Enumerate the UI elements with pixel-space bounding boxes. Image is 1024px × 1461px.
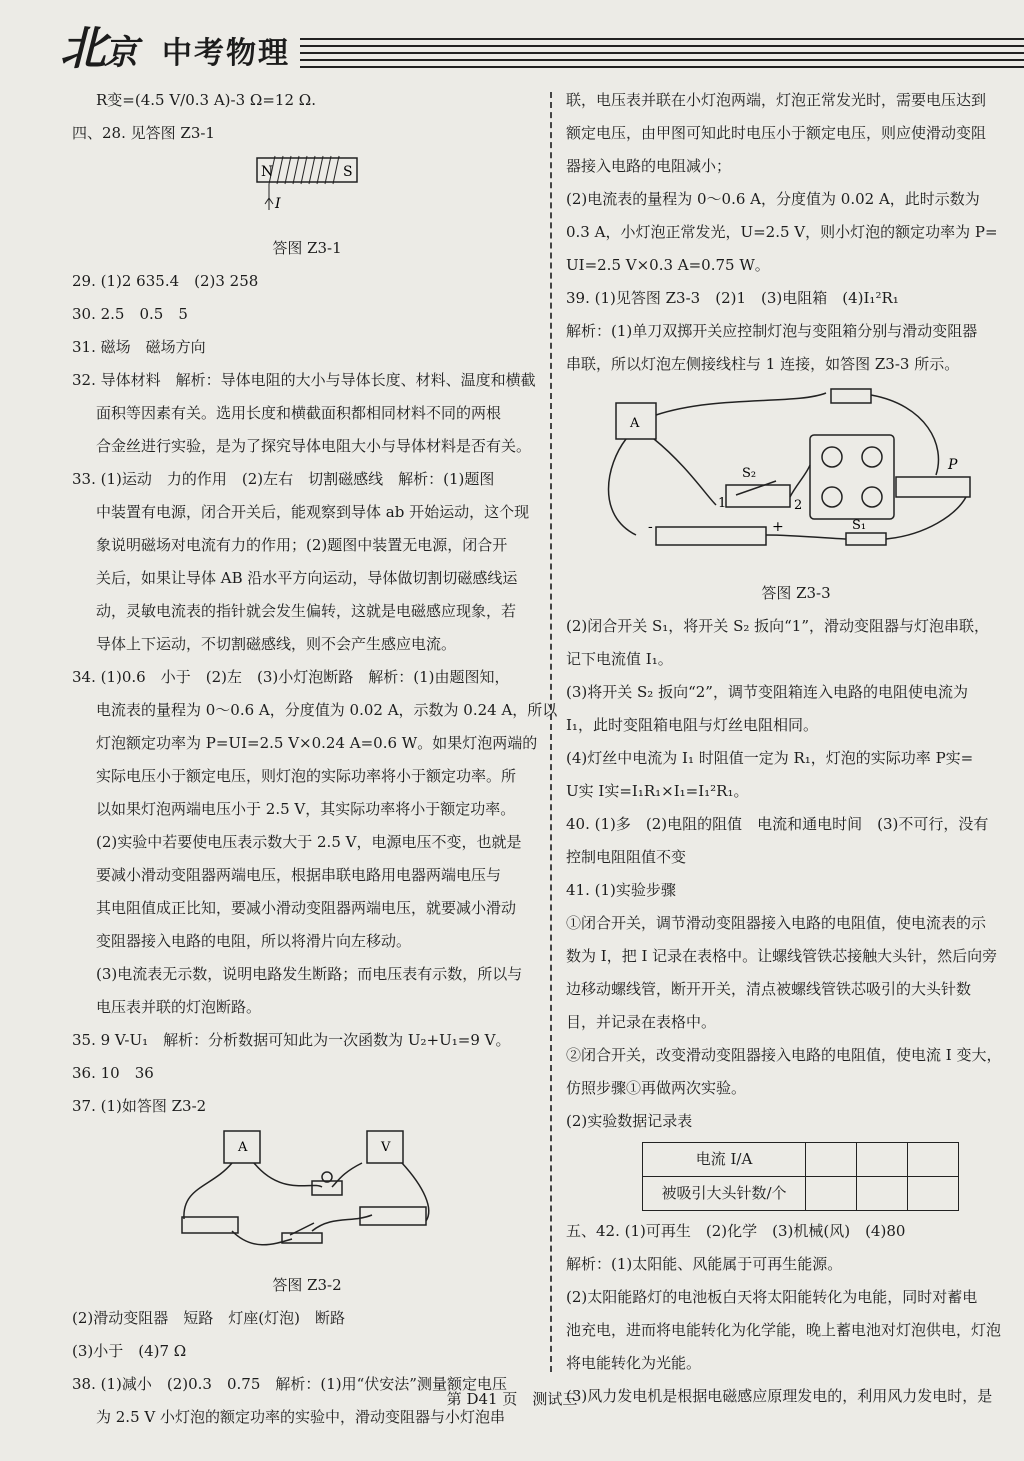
table-cell: 被吸引大头针数/个 (643, 1177, 806, 1211)
text-line: 41. (1)实验步骤 (566, 881, 676, 899)
figure-caption: 答图 Z3-3 (761, 584, 831, 602)
text-line: (3)电流表无示数，说明电路发生断路；而电压表有示数，所以与 (96, 965, 523, 983)
text-line: 控制电阻阻值不变 (566, 848, 687, 866)
text-line: 记下电流值 I₁。 (566, 650, 673, 668)
solenoid-diagram (237, 154, 377, 216)
text-line: 池充电，进而将电能转化为化学能，晚上蓄电池对灯泡供电，灯泡 (566, 1321, 1002, 1339)
table-row (643, 1177, 959, 1211)
figure-caption: 答图 Z3-1 (272, 239, 342, 257)
south-pole-label: S (343, 164, 353, 180)
text-line: 实际电压小于额定电压，则灯泡的实际功率将小于额定功率。所 (96, 767, 517, 785)
slider-p-label: P (948, 457, 958, 473)
table-cell (806, 1143, 857, 1177)
voltmeter-label: V (381, 1140, 391, 1155)
header-rule (300, 45, 1024, 47)
text-line: 中装置有电源，闭合开关后，能观察到导体 ab 开始运动，这个现 (96, 503, 530, 521)
switch-s1-label: S₁ (852, 518, 867, 533)
text-line: 仿照步骤①再做两次实验。 (566, 1079, 747, 1097)
right-column (566, 84, 1024, 1413)
text-line: 灯泡额定功率为 P=UI=2.5 V×0.24 A=0.6 W。如果灯泡两端的 (96, 734, 538, 752)
text-line: ②闭合开关，改变滑动变阻器接入电路的电阻值，使电流 I 变大， (566, 1046, 1002, 1064)
table-cell: 电流 I/A (643, 1143, 806, 1177)
text-line: ①闭合开关，调节滑动变阻器接入电路的电阻值，使电流表的示 (566, 914, 987, 932)
text-line: 串联，所以灯泡左侧接线柱与 1 连接，如答图 Z3-3 所示。 (566, 355, 960, 373)
text-line: 目，并记录在表格中。 (566, 1013, 717, 1031)
header-rule (300, 59, 1024, 61)
text-line: 31. 磁场 磁场方向 (72, 338, 206, 356)
text-line: 四、28. 见答图 Z3-1 (72, 124, 215, 142)
text-line: UI=2.5 V×0.3 A=0.75 W。 (566, 256, 770, 274)
figure-caption: 答图 Z3-2 (272, 1276, 342, 1294)
text-line: 变阻器接入电路的电阻，所以将滑片向左移动。 (96, 932, 412, 950)
text-line: (4)灯丝中电流为 I₁ 时阻值一定为 R₁，灯泡的实际功率 P实= (566, 749, 974, 767)
text-line: 36. 10 36 (72, 1064, 154, 1082)
text-line: 面积等因素有关。选用长度和横截面积都相同材料不同的两根 (96, 404, 502, 422)
text-line: 39. (1)见答图 Z3-3 (2)1 (3)电阻箱 (4)I₁²R₁ (566, 289, 899, 307)
text-line: 0.3 A，小灯泡正常发光，U=2.5 V，则小灯泡的额定功率为 P= (566, 223, 998, 241)
ammeter-label: A (238, 1140, 248, 1155)
text-line: 额定电压，由甲图可知此时电压小于额定电压，则应使滑动变阻 (566, 124, 987, 142)
logo-jing: 京 (104, 33, 136, 73)
circuit-diagram-z3-2 (162, 1127, 452, 1253)
beijing-logo (60, 18, 136, 83)
text-line: 35. 9 V-U₁ 解析：分析数据可知此为一次函数为 U₂+U₁=9 V。 (72, 1031, 511, 1049)
text-line: 34. (1)0.6 小于 (2)左 (3)小灯泡断路 解析：(1)由题图知， (72, 668, 510, 686)
text-line: 30. 2.5 0.5 5 (72, 305, 188, 323)
text-line: 关后，如果让导体 AB 沿水平方向运动，导体做切割切磁感线运 (96, 569, 518, 587)
text-line: I₁，此时变阻箱电阻与灯丝电阻相同。 (566, 716, 818, 734)
text-line: 电压表并联的灯泡断路。 (96, 998, 262, 1016)
text-line: 动，灵敏电流表的指针就会发生偏转，这就是电磁感应现象，若 (96, 602, 517, 620)
text-line: 37. (1)如答图 Z3-2 (72, 1097, 207, 1115)
text-line: R变=(4.5 V/0.3 A)-3 Ω=12 Ω. (96, 91, 316, 109)
page-header (60, 18, 1024, 78)
text-line: U实 I实=I₁R₁×I₁=I₁²R₁。 (566, 782, 749, 800)
column-divider (550, 92, 552, 1372)
table-cell (806, 1177, 857, 1211)
text-line: 边移动螺线管，断开开关，清点被螺线管铁芯吸引的大头针数 (566, 980, 972, 998)
text-line: (2)实验数据记录表 (566, 1112, 693, 1130)
text-line: 32. 导体材料 解析：导体电阻的大小与导体长度、材料、温度和横截 (72, 371, 536, 389)
text-line: (2)电流表的量程为 0～0.6 A，分度值为 0.02 A，此时示数为 (566, 190, 980, 208)
text-line: (2)实验中若要使电压表示数大于 2.5 V，电源电压不变，也就是 (96, 833, 522, 851)
data-record-table (642, 1142, 959, 1211)
table-cell (908, 1143, 959, 1177)
text-line: (3)小于 (4)7 Ω (72, 1342, 187, 1360)
text-line: 导体上下运动，不切割磁感线，则不会产生感应电流。 (96, 635, 457, 653)
text-line: 38. (1)减小 (2)0.3 0.75 解析：(1)用“伏安法”测量额定电压 (72, 1375, 507, 1393)
subject-title: 中考物理 (162, 36, 290, 71)
text-line: (2)太阳能路灯的电池板白天将太阳能转化为电能，同时对蓄电 (566, 1288, 978, 1306)
header-rule (300, 66, 1024, 68)
text-line: 33. (1)运动 力的作用 (2)左右 切割磁感线 解析：(1)题图 (72, 470, 495, 488)
ammeter-label: A (630, 416, 640, 431)
text-line: 电流表的量程为 0～0.6 A，分度值为 0.02 A，示数为 0.24 A，所以 (96, 701, 558, 719)
text-line: 其电阻值成正比知，要减小滑动变阻器两端电压，就要减小滑动 (96, 899, 517, 917)
figure-z3-2 (72, 1127, 542, 1265)
text-line: (3)风力发电机是根据电磁感应原理发电的，利用风力发电时，是 (566, 1387, 993, 1405)
table-cell (857, 1177, 908, 1211)
text-line: 要减小滑动变阻器两端电压，根据串联电路用电器两端电压与 (96, 866, 502, 884)
text-line: (3)将开关 S₂ 扳向“2”，调节变阻箱连入电路的电阻使电流为 (566, 683, 968, 701)
switch-s2-label: S₂ (742, 466, 757, 481)
text-line: 数为 I，把 I 记录在表格中。让螺线管铁芯接触大头针，然后向旁 (566, 947, 998, 965)
text-line: 联，电压表并联在小灯泡两端，灯泡正常发光时，需要电压达到 (566, 91, 987, 109)
table-row (643, 1143, 959, 1177)
text-line: 象说明磁场对电流有力的作用；(2)题图中装置无电源，闭合开 (96, 536, 508, 554)
header-rule (300, 52, 1024, 54)
text-line: 五、42. (1)可再生 (2)化学 (3)机械(风) (4)80 (566, 1222, 906, 1240)
text-line: 解析：(1)太阳能、风能属于可再生能源。 (566, 1255, 843, 1273)
north-pole-label: N (261, 164, 274, 180)
terminal-2-label: 2 (794, 498, 803, 513)
header-rule (300, 38, 1024, 40)
text-line: 29. (1)2 635.4 (2)3 258 (72, 272, 259, 290)
text-line: 解析：(1)单刀双掷开关应控制灯泡与变阻箱分别与滑动变阻器 (566, 322, 978, 340)
text-line: 合金丝进行实验，是为了探究导体电阻大小与导体材料是否有关。 (96, 437, 532, 455)
current-label: I (275, 196, 281, 212)
table-cell (908, 1177, 959, 1211)
left-column (72, 84, 558, 1434)
text-line: 40. (1)多 (2)电阻的阻值 电流和通电时间 (3)不可行，没有 (566, 815, 989, 833)
page-footer: 第 D41 页 测试三 (446, 1390, 578, 1408)
figure-z3-1 (72, 154, 542, 228)
text-line: 器接入电路的电阻减小； (566, 157, 732, 175)
table-cell (857, 1143, 908, 1177)
battery-minus-label: - (648, 519, 653, 535)
text-line: 将电能转化为光能。 (566, 1354, 702, 1372)
text-line: 为 2.5 V 小灯泡的额定功率的实验中，滑动变阻器与小灯泡串 (96, 1408, 505, 1426)
logo-bei: 北 (60, 21, 104, 75)
text-line: 以如果灯泡两端电压小于 2.5 V，其实际功率将小于额定功率。 (96, 800, 516, 818)
battery-plus-label: + (772, 519, 784, 535)
figure-z3-3 (566, 385, 1024, 573)
circuit-diagram-z3-3 (596, 385, 996, 561)
text-line: (2)滑动变阻器 短路 灯座(灯泡) 断路 (72, 1309, 345, 1327)
terminal-1-label: 1 (718, 496, 727, 511)
text-line: (2)闭合开关 S₁，将开关 S₂ 扳向“1”，滑动变阻器与灯泡串联， (566, 617, 990, 635)
